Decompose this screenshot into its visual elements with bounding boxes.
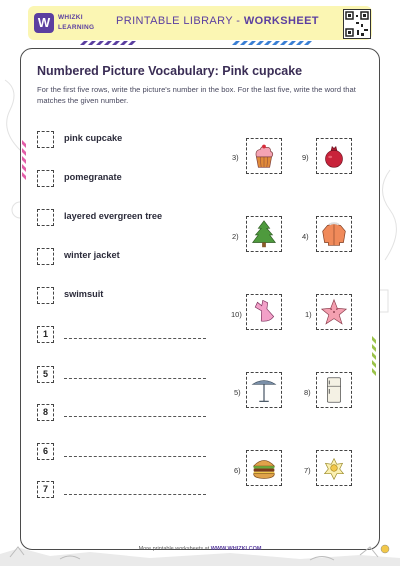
answer-box[interactable] [37,131,54,148]
evergreen-tree-icon [247,217,281,251]
picture-label: 5) [234,388,241,397]
given-number: 8 [37,404,54,421]
instructions: For the first five rows, write the picture's number in the box. For the last five, write the word that matches the given number. [37,85,356,105]
vocab-word: winter jacket [64,250,120,260]
picture-label: 9) [302,153,309,162]
picture-label: 3) [232,153,239,162]
picture-label: 8) [304,388,311,397]
answer-box[interactable] [37,209,54,226]
picture-label: 6) [234,466,241,475]
worksheet-title: Numbered Picture Vocabulary: Pink cupcake [37,64,303,78]
hamburger-icon [247,451,281,485]
picture-box [316,216,352,252]
answer-box[interactable] [37,287,54,304]
logo-bottom: LEARNING [58,24,95,31]
picture-box [316,294,352,330]
answer-line[interactable] [64,456,206,457]
side-decoration [22,140,26,180]
vocab-word: layered evergreen tree [64,211,163,221]
vocab-word: pomegranate [64,172,122,182]
qr-code-icon [343,9,371,39]
picture-label: 7) [304,466,311,475]
swimsuit-icon [247,295,281,329]
header-title-prefix: PRINTABLE LIBRARY - [116,15,244,27]
given-number: 7 [37,481,54,498]
pomegranate-icon [317,139,351,173]
picture-box [316,372,352,408]
given-number: 1 [37,326,54,343]
vocab-word: swimsuit [64,289,104,299]
daffodil-icon [317,451,351,485]
answer-line[interactable] [64,338,206,339]
logo-text [58,13,94,33]
given-number: 5 [37,366,54,383]
picture-label: 1) [305,310,312,319]
refrigerator-icon [317,373,351,407]
picture-label: 10) [231,310,242,319]
patio-umbrella-icon [247,373,281,407]
vocab-word: pink cupcake [64,133,123,143]
answer-line[interactable] [64,416,206,417]
answer-box[interactable] [37,170,54,187]
footer-text [0,546,400,552]
picture-box [316,450,352,486]
header-stripes [80,41,140,45]
header-title-bold: WORKSHEET [243,15,319,27]
given-number: 6 [37,443,54,460]
picture-box [246,294,282,330]
picture-box [246,216,282,252]
cupcake-icon [247,139,281,173]
side-decoration [372,336,376,376]
picture-label: 2) [232,232,239,241]
logo-mark: W [34,13,54,33]
logo-top: WHIZKI [58,14,83,21]
answer-line[interactable] [64,494,206,495]
header-stripes [232,41,322,45]
picture-label: 4) [302,232,309,241]
picture-box [316,138,352,174]
winter-jacket-icon [317,217,351,251]
picture-box [246,138,282,174]
picture-box [246,372,282,408]
picture-box [246,450,282,486]
footer-prefix: More printable worksheets at [138,546,211,552]
answer-line[interactable] [64,378,206,379]
header-banner [28,6,372,40]
answer-box[interactable] [37,248,54,265]
footer-link[interactable]: WWW.WHIZKI.COM [210,546,262,552]
header-title [116,15,319,27]
starfish-icon [317,295,351,329]
